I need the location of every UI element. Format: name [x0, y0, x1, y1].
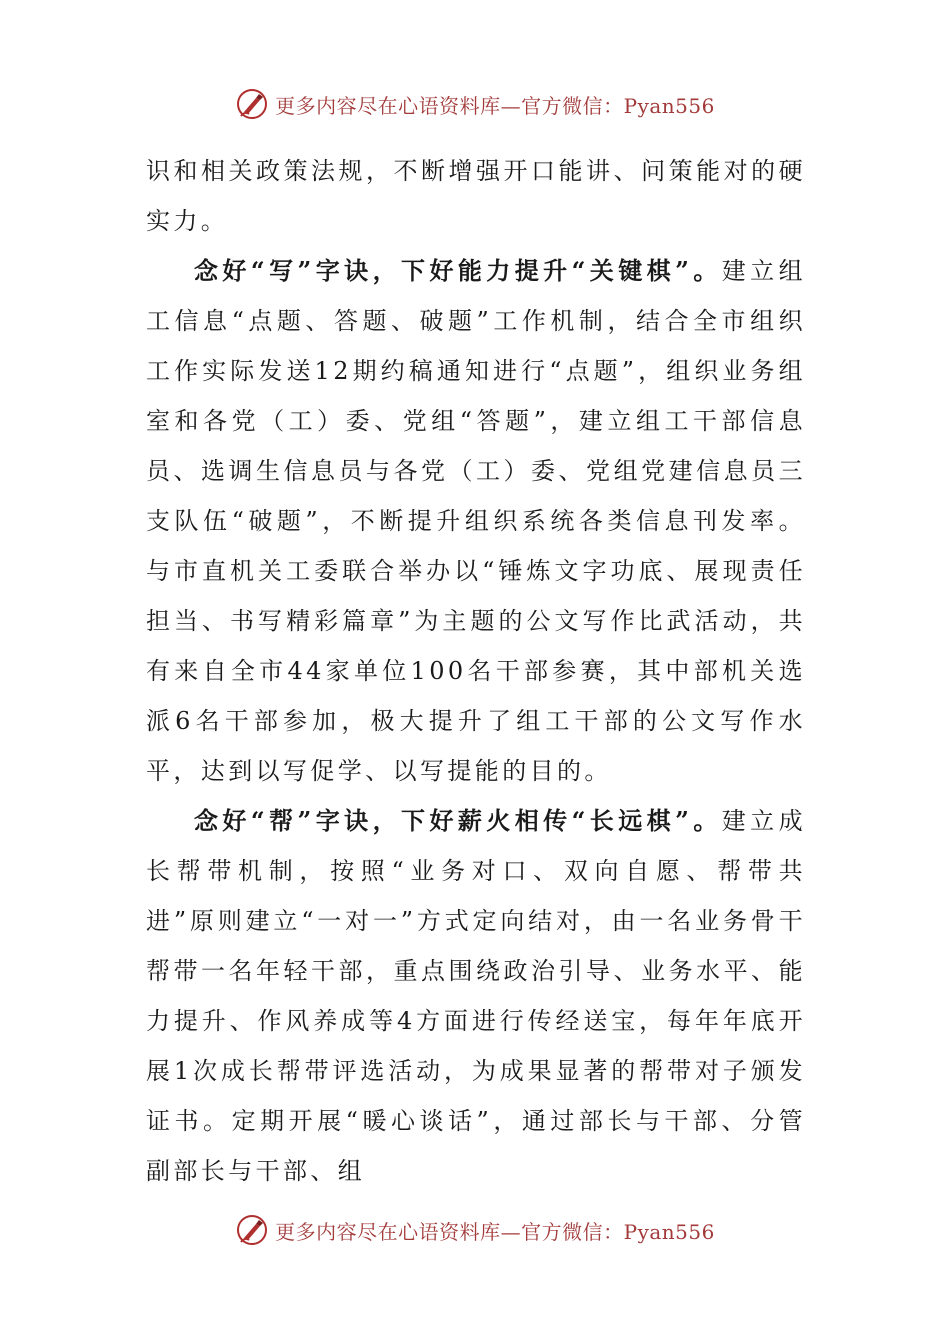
- header-banner-text: 更多内容尽在心语资料库—官方微信：Pyan556: [275, 93, 715, 118]
- footer-banner-text: 更多内容尽在心语资料库—官方微信：Pyan556: [275, 1219, 715, 1244]
- paragraph-lead-heading: 念好“写”字诀，下好能力提升“关键棋”。: [194, 256, 722, 285]
- paragraph-write-section: [146, 246, 806, 796]
- paragraph-help-section: [146, 796, 806, 1196]
- pen-nib-logo-icon: [235, 87, 269, 121]
- header-banner: [0, 84, 950, 124]
- paragraph-continued: [146, 146, 806, 246]
- document-body: [146, 146, 806, 1196]
- paragraph-text: 识和相关政策法规，不断增强开口能讲、问策能对的硬实力。: [146, 157, 806, 235]
- paragraph-text: 建立成长帮带机制，按照“业务对口、双向自愿、帮带共进”原则建立“一对一”方式定向结对，由一名业务骨干帮带一名年轻干部，重点围绕政治引导、业务水平、能力提升、作风养成等4方面进行传经送宝，每年年底开展1次成长帮带评选活动，为成果显著的帮带对子颁发证书。定期开展“暖心谈话”，通过部长与干部、分管副部长与干部、组: [146, 807, 807, 1185]
- pen-nib-logo-icon: [235, 1213, 269, 1247]
- paragraph-text: 建立组工信息“点题、答题、破题”工作机制，结合全市组织工作实际发送12期约稿通知进行“点题”，组织业务组室和各党（工）委、党组“答题”，建立组工干部信息员、选调生信息员与各党（工）委、党组党建信息员三支队伍“破题”，不断提升组织系统各类信息刊发率。与市直机关工委联合举办以“锤炼文字功底、展现责任担当、书写精彩篇章”为主题的公文写作比武活动，共有来自全市44家单位100名干部参赛，其中部机关选派6名干部参加，极大提升了组工干部的公文写作水平，达到以写促学、以写提能的目的。: [146, 257, 807, 785]
- footer-banner: [0, 1210, 950, 1250]
- paragraph-lead-heading: 念好“帮”字诀，下好薪火相传“长远棋”。: [194, 806, 722, 835]
